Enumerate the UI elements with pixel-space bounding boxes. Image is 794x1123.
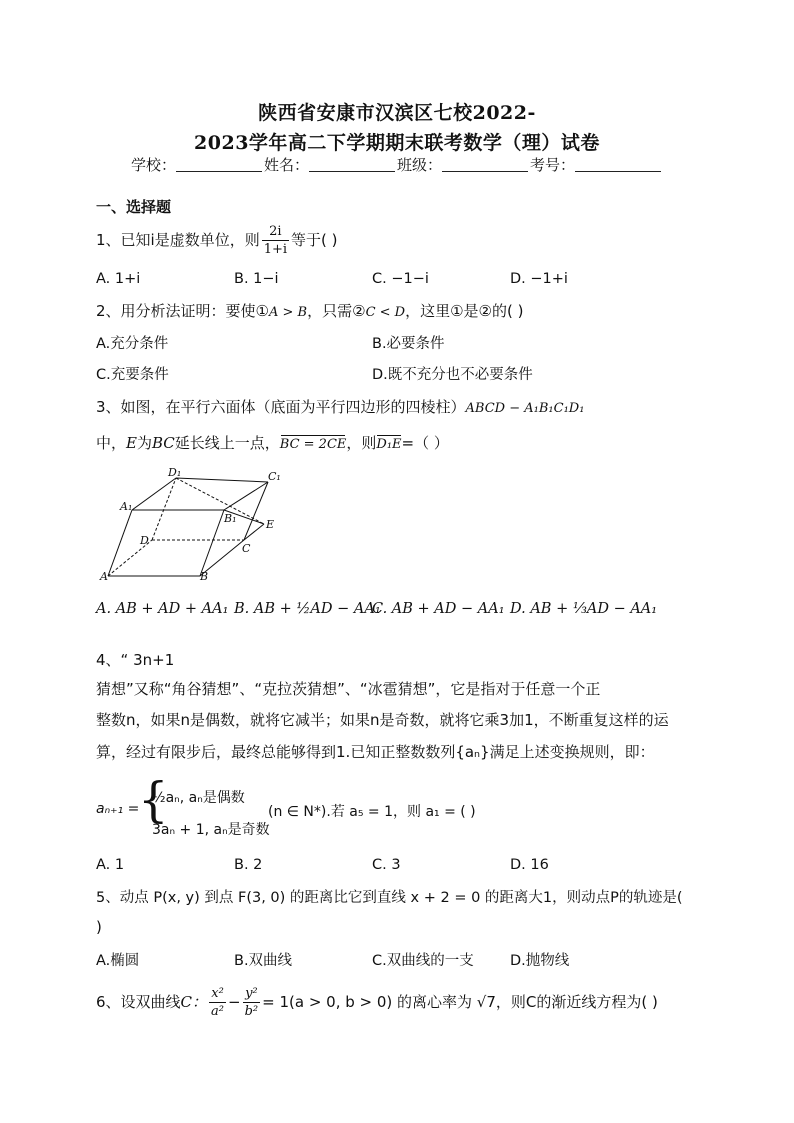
q5-option-b[interactable]: B.双曲线: [234, 953, 293, 969]
q5-line1: 5、动点 P(x, y) 到点 F(3, 0) 的距离比它到直线 x + 2 = 0 的距离大1，则动点P的轨迹是(: [96, 890, 683, 906]
class-blank[interactable]: [442, 157, 528, 172]
q1-option-d[interactable]: D. −1+i: [510, 271, 568, 287]
q6-text-b: = 1(a > 0, b > 0) 的离心率为 √7，则C的渐近线方程为( ): [262, 993, 658, 1011]
q4-lhs: aₙ₊₁ =: [96, 801, 140, 817]
q3-vector-d1e: D₁E: [376, 437, 402, 452]
q6-frac-y-den: b²: [244, 1004, 259, 1019]
label-B: B: [200, 570, 209, 583]
q1-option-a[interactable]: A. 1+i: [96, 271, 141, 287]
q3-option-d[interactable]: D. AB + ⅓AD − AA₁: [510, 601, 658, 617]
q2-option-d[interactable]: D.既不充分也不必要条件: [372, 367, 533, 383]
q6-curve-name: C：: [180, 993, 208, 1011]
q5-line2: ): [96, 918, 102, 936]
class-label: 班级：: [397, 156, 443, 174]
number-blank[interactable]: [575, 157, 661, 172]
name-label: 姓名：: [263, 156, 309, 174]
edge-D1C1: [176, 478, 268, 482]
q6-minus: −: [228, 993, 241, 1011]
q3-solid-name: ABCD − A₁B₁C₁D₁: [465, 401, 585, 416]
q4-line1: 4、“ 3n+1: [96, 651, 175, 669]
label-E: E: [266, 518, 275, 531]
edge-B1C1: [224, 482, 268, 510]
q4-option-c[interactable]: C. 3: [372, 857, 401, 873]
q2-math-1: A > B: [269, 305, 308, 320]
q6-frac-y-num: y²: [243, 985, 261, 1003]
q2-text-c: ，这里①是②的( ): [405, 302, 524, 320]
q5-option-d[interactable]: D.抛物线: [510, 953, 570, 969]
edge-A1D1: [132, 478, 176, 510]
q5-option-a[interactable]: A.椭圆: [96, 953, 140, 969]
segment-D1E: [176, 478, 264, 524]
q1-text-a: 1、已知i是虚数单位，则: [96, 231, 260, 249]
q4-condition: (n ∈ N*).若 a₅ = 1，则 a₁ = ( ): [268, 804, 476, 820]
q3-vector-eq: BC = 2CE: [279, 437, 347, 452]
school-label: 学校：: [130, 156, 176, 174]
q3-l2-d: ，则: [346, 434, 377, 452]
label-B1: B₁: [224, 512, 237, 525]
q4-case-odd: 3aₙ + 1, aₙ是奇数: [152, 822, 270, 838]
q3-option-c[interactable]: C. AB + AD − AA₁: [372, 601, 505, 617]
q1-option-c[interactable]: C. −1−i: [372, 271, 429, 287]
question-1: [96, 220, 338, 260]
q5-option-c[interactable]: C.双曲线的一支: [372, 953, 474, 969]
q3-option-a[interactable]: A. AB + AD + AA₁: [96, 601, 229, 617]
section-heading: 一、选择题: [96, 198, 172, 216]
q6-frac-x: [209, 985, 226, 1020]
exam-title-line1: 陕西省安康市汉滨区七校2022-: [258, 102, 536, 124]
question-2: [96, 300, 523, 321]
label-D: D: [140, 534, 149, 547]
q3-option-b[interactable]: B. AB + ½AD − AA₁: [234, 601, 381, 617]
question-6: [96, 980, 658, 1024]
label-D1: D₁: [168, 466, 182, 479]
parallelepiped-figure: [96, 466, 296, 586]
q1-text-b: 等于( ): [291, 231, 338, 249]
question-3-line2: [96, 432, 449, 453]
q2-option-b[interactable]: B.必要条件: [372, 336, 445, 352]
q4-line3: 整数n，如果n是偶数，就将它减半；如果n是奇数，就将它乘3加1，不断重复这样的运: [96, 711, 669, 729]
q1-frac-den: 1+i: [263, 242, 288, 257]
q3-text-a: 3、如图，在平行六面体（底面为平行四边形的四棱柱）: [96, 398, 466, 416]
question-3-line1: [96, 396, 584, 417]
q2-option-c[interactable]: C.充要条件: [96, 367, 169, 383]
q6-frac-x-den: a²: [211, 1004, 224, 1019]
q3-l2-e: E: [126, 434, 137, 452]
label-A1: A₁: [120, 500, 133, 513]
q6-frac-x-num: x²: [209, 985, 226, 1003]
q2-option-a[interactable]: A.充分条件: [96, 336, 169, 352]
q4-line4: 算，经过有限步后，最终总能够得到1.已知正整数数列{aₙ}满足上述变换规则，即：: [96, 743, 655, 761]
student-info-row: [0, 154, 794, 175]
exam-title-line2: 2023学年高二下学期期末联考数学（理）试卷: [194, 132, 600, 154]
q1-option-b[interactable]: B. 1−i: [234, 271, 279, 287]
q4-option-d[interactable]: D. 16: [510, 857, 549, 873]
q4-option-a[interactable]: A. 1: [96, 857, 125, 873]
label-C1: C₁: [268, 470, 281, 483]
label-C: C: [242, 542, 251, 555]
q2-math-2: C < D: [365, 305, 406, 320]
q3-l2-b: 为: [136, 434, 152, 452]
q6-frac-y: [243, 985, 261, 1020]
q2-text-a: 2、用分析法证明：要使①: [96, 302, 269, 320]
q3-l2-bc: BC: [151, 434, 175, 452]
q4-brace: {: [138, 772, 169, 828]
q3-l2-c: 延长线上一点，: [174, 434, 280, 452]
school-blank[interactable]: [176, 157, 262, 172]
number-label: 考号：: [530, 156, 576, 174]
q2-text-b: ，只需②: [307, 302, 366, 320]
q6-text-a: 6、设双曲线: [96, 993, 181, 1011]
q1-frac-num: 2i: [262, 223, 289, 241]
name-blank[interactable]: [309, 157, 395, 172]
q3-l2-e2: =（ ）: [401, 434, 449, 452]
q4-case-even: ½aₙ, aₙ是偶数: [152, 790, 245, 806]
q4-line2: 猜想”又称“角谷猜想”、“克拉茨猜想”、“冰雹猜想”，它是指对于任意一个正: [96, 680, 601, 698]
q4-option-b[interactable]: B. 2: [234, 857, 263, 873]
q1-fraction: [262, 223, 289, 258]
q3-l2-a: 中，: [96, 434, 127, 452]
edge-CC1: [244, 482, 268, 540]
label-A: A: [100, 570, 108, 583]
